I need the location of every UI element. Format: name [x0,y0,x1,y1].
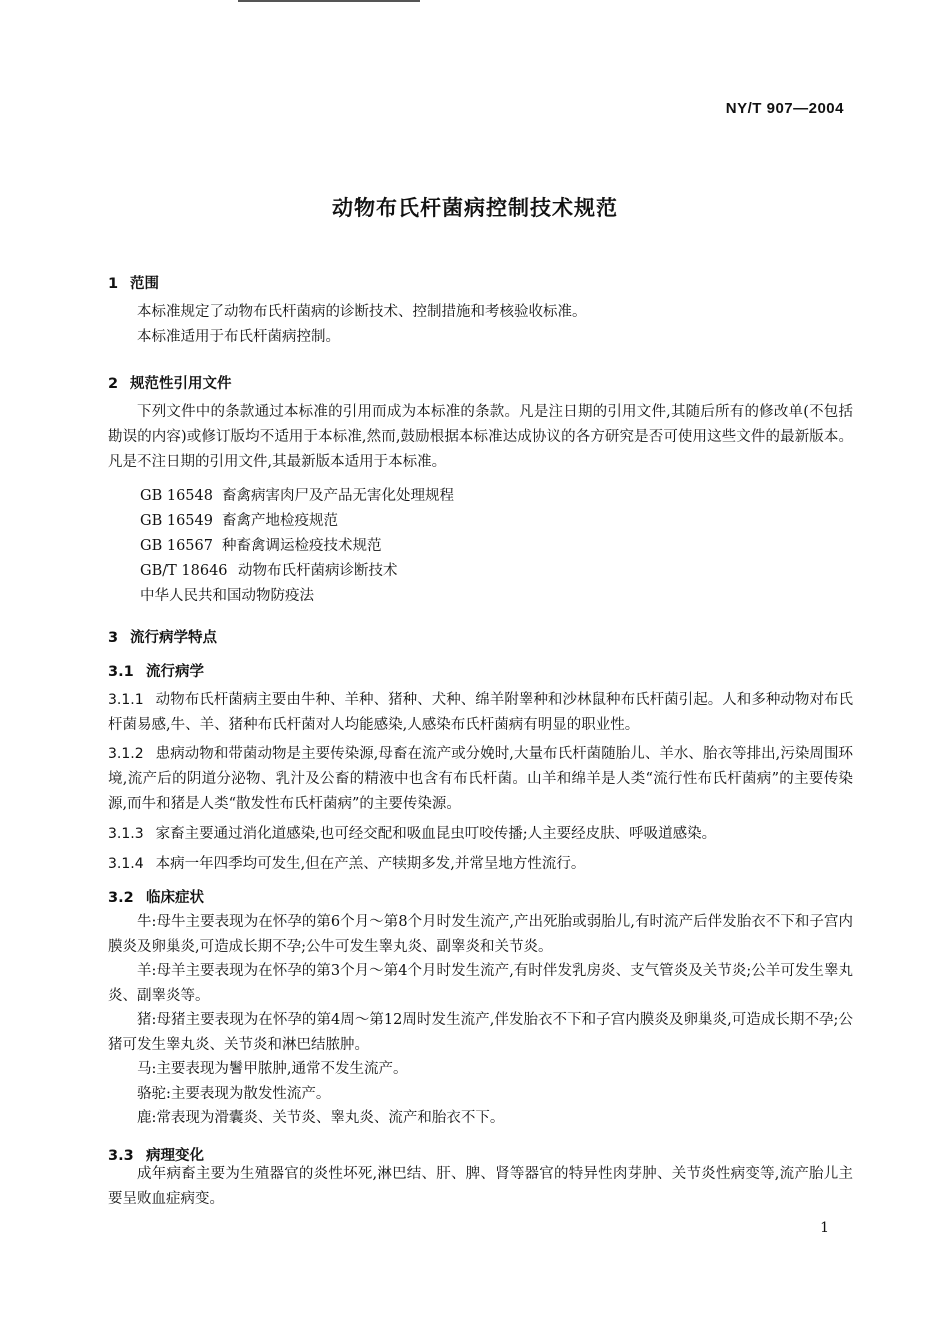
scan-artifact-line [238,0,420,2]
section-number: 3.3 [108,1148,134,1164]
section-3-1-heading [108,660,204,681]
paragraph: 马:主要表现为鬐甲脓肿,通常不发生流产。 [137,1061,408,1077]
reference-code: GB 16549 [140,513,213,529]
paragraph: 本标准适用于布氏杆菌病控制。 [137,329,340,345]
numbered-paragraph [108,822,853,847]
reference-code: GB/T 18646 [140,563,228,579]
section-3-3-body [108,1162,853,1212]
section-title: 病理变化 [146,1148,204,1164]
reference-law: 中华人民共和国动物防疫法 [140,588,314,604]
section-number: 3.2 [108,890,134,906]
section-title: 流行病学特点 [130,630,217,646]
section-title: 范围 [130,276,159,292]
numbered-paragraph [108,852,853,877]
section-3-2-heading [108,886,204,907]
reference-title: 种畜禽调运检疫技术规范 [222,538,382,554]
section-number: 3 [108,630,119,646]
clause-3-1-3 [108,822,853,847]
clause-number: 3.1.3 [108,826,144,842]
reference-code: GB 16567 [140,538,213,554]
document-title: 动物布氏杆菌病控制技术规范 [332,196,618,220]
paragraph: 鹿:常表现为滑囊炎、关节炎、睾丸炎、流产和胎衣不下。 [137,1110,505,1126]
numbered-paragraph [108,742,853,817]
clause-3-1-4 [108,852,853,877]
section-3-2-body [108,910,853,1131]
section-title: 流行病学 [146,664,204,680]
paragraph: 猪:母猪主要表现为在怀孕的第4周～第12周时发生流产,伴发胎衣不下和子宫内膜炎及卵巢炎,可造成长期不孕;公猪可发生睾丸炎、关节炎和淋巴结脓肿。 [108,1012,853,1053]
section-2-intro [108,400,853,475]
section-title: 临床症状 [146,890,204,906]
paragraph: 成年病畜主要为生殖器官的炎性坏死,淋巴结、肝、脾、肾等器官的特异性肉芽肿、关节炎性病变等,流产胎儿主要呈败血症病变。 [108,1166,853,1207]
clause-number: 3.1.2 [108,746,144,762]
clause-number: 3.1.1 [108,692,144,708]
reference-title: 动物布氏杆菌病诊断技术 [238,563,398,579]
section-2-heading [108,372,232,393]
standard-code: NY/T 907—2004 [725,100,844,117]
reference-item [140,559,398,580]
clause-text: 患病动物和带菌动物是主要传染源,母畜在流产或分娩时,大量布氏杆菌随胎儿、羊水、胎衣等排出,污染周围环境,流产后的阴道分泌物、乳汁及公畜的精液中也含有布氏杆菌。山羊和绵羊是人类“流行性布氏杆菌病”的主要传染源,而牛和猪是人类“散发性布氏杆菌病”的主要传染源。 [108,746,853,812]
section-number: 2 [108,376,119,392]
clause-3-1-2 [108,742,853,817]
clause-text: 动物布氏杆菌病主要由牛种、羊种、猪种、犬种、绵羊附睾种和沙林鼠种布氏杆菌引起。人和多种动物对布氏杆菌易感,牛、羊、猪种布氏杆菌对人均能感染,人感染布氏杆菌病有明显的职业性。 [108,692,853,733]
paragraph: 本标准规定了动物布氏杆菌病的诊断技术、控制措施和考核验收标准。 [137,304,587,320]
section-number: 3.1 [108,664,134,680]
clause-text: 本病一年四季均可发生,但在产羔、产犊期多发,并常呈地方性流行。 [155,856,586,872]
section-3-heading [108,626,217,647]
section-1-heading [108,272,159,293]
numbered-paragraph [108,688,853,738]
reference-code: GB 16548 [140,488,213,504]
paragraph: 牛:母牛主要表现为在怀孕的第6个月～第8个月时发生流产,产出死胎或弱胎儿,有时流产后伴发胎衣不下和子宫内膜炎及卵巢炎,可造成长期不孕;公牛可发生睾丸炎、副睾炎和关节炎。 [108,914,853,955]
section-number: 1 [108,276,119,292]
paragraph: 羊:母羊主要表现为在怀孕的第3个月～第4个月时发生流产,有时伴发乳房炎、支气管炎及关节炎;公羊可发生睾丸炎、副睾炎等。 [108,963,853,1004]
reference-title: 畜禽产地检疫规范 [222,513,338,529]
clause-3-1-1 [108,688,853,738]
clause-text: 家畜主要通过消化道感染,也可经交配和吸血昆虫叮咬传播;人主要经皮肤、呼吸道感染。 [155,826,717,842]
reference-title: 畜禽病害肉尸及产品无害化处理规程 [222,488,454,504]
page-number: 1 [820,1220,829,1236]
reference-item [140,534,382,555]
paragraph: 下列文件中的条款通过本标准的引用而成为本标准的条款。凡是注日期的引用文件,其随后所有的修改单(不包括勘误的内容)或修订版均不适用于本标准,然而,鼓励根据本标准达成协议的各方研究是否可使用这些文件的最新版本。凡是不注日期的引用文件,其最新版本适用于本标准。 [108,404,853,470]
paragraph: 骆驼:主要表现为散发性流产。 [137,1085,331,1102]
clause-number: 3.1.4 [108,856,144,872]
reference-item [140,484,454,505]
section-1-body [108,300,853,350]
reference-item [140,509,338,530]
section-title: 规范性引用文件 [130,376,232,392]
